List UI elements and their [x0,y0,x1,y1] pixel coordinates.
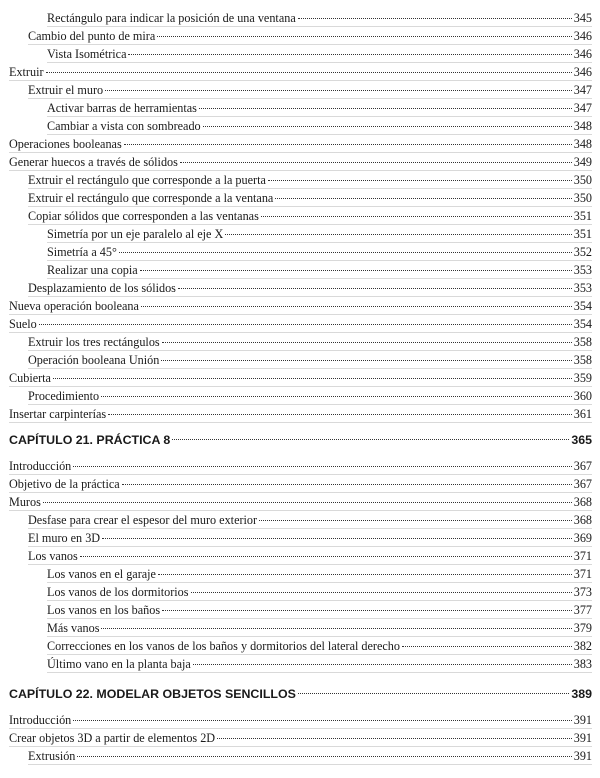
toc-entry-row [28,333,592,351]
toc-entry-row [28,351,592,369]
toc-entry-title: Introducción [9,713,72,727]
toc-entry-page: 348 [573,137,592,151]
toc-entry-page: 368 [573,495,592,509]
toc-entry[interactable] [0,619,600,637]
toc-entry-title: El muro en 3D [28,531,101,545]
toc-entry[interactable] [0,63,600,81]
toc-entry[interactable] [0,117,600,135]
toc-entry-title: CAPÍTULO 21. PRÁCTICA 8 [9,433,171,447]
toc-entry-row [28,81,592,99]
dot-leader [128,54,571,55]
toc-entry[interactable] [0,171,600,189]
toc-entry-page: 391 [573,731,592,745]
toc-entry-title: Simetría por un eje paralelo al eje X [47,227,224,241]
dot-leader [298,18,572,19]
toc-entry-page: 359 [573,371,592,385]
toc-entry-title: Cambiar a vista con sombreado [47,119,201,133]
dot-leader [402,646,572,647]
dot-leader [261,216,572,217]
dot-leader [203,126,572,127]
toc-entry-title: Vista Isométrica [47,47,127,61]
toc-entry-row [9,297,592,315]
toc-entry-page: 354 [573,317,592,331]
toc-entry-title: Realizar una copia [47,263,138,277]
toc-entry[interactable] [0,153,600,171]
toc-entry-row [9,457,592,475]
toc-entry-page: 346 [573,65,592,79]
toc-entry-title: Suelo [9,317,37,331]
dot-leader [124,144,572,145]
toc-entry-row [47,619,592,637]
toc-entry-title: Procedimiento [28,389,100,403]
toc-entry[interactable] [0,9,600,27]
toc-entry-title: Los vanos en el garaje [47,567,156,581]
toc-entry-page: 350 [573,191,592,205]
dot-leader [157,36,571,37]
dot-leader [73,720,571,721]
toc-entry-title: Más vanos [47,621,100,635]
toc-entry-title: Activar barras de herramientas [47,101,197,115]
toc-entry-row [47,117,592,135]
toc-entry-row [47,9,592,27]
toc-entry-title: Los vanos de los dormitorios [47,585,189,599]
toc-entry-title: Nueva operación booleana [9,299,139,313]
toc-entry-row [9,405,592,423]
toc-entry[interactable] [0,351,600,369]
toc-entry[interactable] [0,601,600,619]
toc-entry-title: Extruir los tres rectángulos [28,335,160,349]
dot-leader [158,574,572,575]
toc-entry-row [47,261,592,279]
toc-entry-title: Extruir [9,65,44,79]
dot-leader [259,520,572,521]
toc-entry-title: Objetivo de la práctica [9,477,120,491]
dot-leader [162,342,572,343]
toc-entry-title: Introducción [9,459,72,473]
toc-entry-title: Último vano en la planta baja [47,657,191,671]
dot-leader [53,378,572,379]
toc-entry-page: 360 [573,389,592,403]
dot-leader [140,270,572,271]
toc-entry[interactable] [0,81,600,99]
dot-leader [191,592,572,593]
dot-leader [101,628,571,629]
toc-entry[interactable] [0,387,600,405]
toc-entry-page: 371 [573,549,592,563]
toc-entry-row [28,189,592,207]
toc-entry-row [28,279,592,297]
toc-entry-page: 351 [573,209,592,223]
toc-entry-page: 347 [573,101,592,115]
toc-entry-row [47,99,592,117]
toc-entry-row [9,729,592,747]
dot-leader [275,198,571,199]
toc-entry-row [9,429,592,451]
toc-entry-row [9,63,592,81]
toc-entry-page: 377 [573,603,592,617]
toc-entry-page: 346 [573,29,592,43]
toc-entry-title: Rectángulo para indicar la posición de una ventana [47,11,296,25]
toc-entry[interactable] [0,297,600,315]
toc-entry-page: 391 [573,713,592,727]
toc-entry-title: Desplazamiento de los sólidos [28,281,176,295]
toc-entry-page: 369 [573,531,592,545]
toc-entry-row [28,529,592,547]
toc-entry-page: 367 [573,477,592,491]
toc-entry-title: Operación booleana Unión [28,353,160,367]
toc-entry[interactable] [0,405,600,423]
dot-leader [141,306,572,307]
toc-entry[interactable] [0,243,600,261]
toc-entry-row [9,493,592,511]
dot-leader [108,414,572,415]
toc-entry[interactable] [0,45,600,63]
toc-entry-row [28,207,592,225]
toc-entry[interactable] [0,135,600,153]
toc-entry-title: Extrusión [28,749,76,763]
dot-leader [122,484,572,485]
toc-entry[interactable] [0,547,600,565]
toc-entry-page: 349 [573,155,592,169]
toc-entry-page: 365 [571,433,592,447]
toc-entry-title: Crear objetos 3D a partir de elementos 2D [9,731,216,745]
toc-entry-page: 350 [573,173,592,187]
chapter-heading[interactable] [0,429,600,451]
toc-entry-page: 373 [573,585,592,599]
toc-entry-row [9,315,592,333]
dot-leader [172,439,569,440]
toc-entry-row [28,547,592,565]
toc-entry[interactable] [0,333,600,351]
toc-entry-title: Extruir el rectángulo que corresponde a la ventana [28,191,274,205]
toc-entry-row [28,27,592,45]
toc-entry-title: Los vanos [28,549,78,563]
toc-entry-row [47,565,592,583]
toc-entry[interactable] [0,261,600,279]
toc-entry[interactable] [0,493,600,511]
dot-leader [101,396,572,397]
toc-entry-row [47,583,592,601]
dot-leader [180,162,572,163]
toc-entry-page: 353 [573,281,592,295]
toc-entry[interactable] [0,207,600,225]
toc-entry[interactable] [0,99,600,117]
dot-leader [199,108,572,109]
toc-entry[interactable] [0,583,600,601]
toc-entry-row [47,225,592,243]
toc-entry[interactable] [0,189,600,207]
toc-entry-page: 367 [573,459,592,473]
toc-entry[interactable] [0,565,600,583]
toc-entry[interactable] [0,369,600,387]
toc-entry-page: 352 [573,245,592,259]
toc-entry-row [47,655,592,673]
dot-leader [268,180,572,181]
toc-entry-row [47,45,592,63]
toc-entry-row [28,171,592,189]
toc-entry-row [9,369,592,387]
toc-entry-row [28,511,592,529]
toc-entry-row [47,243,592,261]
toc-entry-row [28,387,592,405]
dot-leader [217,738,572,739]
toc-entry-title: Copiar sólidos que corresponden a las ventanas [28,209,259,223]
toc-entry-page: 348 [573,119,592,133]
toc-entry-page: 354 [573,299,592,313]
toc-entry-page: 347 [573,83,592,97]
dot-leader [298,693,569,694]
toc-entry[interactable] [0,225,600,243]
toc-entry-title: Generar huecos a través de sólidos [9,155,178,169]
toc-entry[interactable] [0,315,600,333]
dot-leader [162,610,572,611]
toc-entry[interactable] [0,637,600,655]
dot-leader [225,234,571,235]
toc-entry-page: 391 [573,749,592,763]
toc-entry[interactable] [0,511,600,529]
dot-leader [73,466,571,467]
toc-entry[interactable] [0,475,600,493]
toc-entry-row [9,135,592,153]
toc-entry-title: Muros [9,495,41,509]
dot-leader [39,324,572,325]
toc-entry-page: 346 [573,47,592,61]
toc-entry[interactable] [0,279,600,297]
toc-entry[interactable] [0,655,600,673]
toc-entry-page: 361 [573,407,592,421]
toc-entry-page: 358 [573,353,592,367]
toc-entry-row [9,683,592,705]
toc-entry[interactable] [0,27,600,45]
dot-leader [77,756,571,757]
toc-entry[interactable] [0,747,600,765]
dot-leader [119,252,572,253]
chapter-heading[interactable] [0,683,600,705]
toc-entry-row [28,747,592,765]
toc-entry-page: 345 [573,11,592,25]
toc-entry-page: 353 [573,263,592,277]
toc-entry-title: Insertar carpinterías [9,407,107,421]
dot-leader [46,72,572,73]
toc-entry-title: Cambio del punto de mira [28,29,156,43]
toc-entry-page: 379 [573,621,592,635]
toc-entry-title: Extruir el muro [28,83,104,97]
dot-leader [102,538,572,539]
toc-entry-row [9,153,592,171]
toc-entry-title: Desfase para crear el espesor del muro exterior [28,513,258,527]
toc-entry-title: CAPÍTULO 22. MODELAR OBJETOS SENCILLOS [9,687,296,701]
toc-entry-title: Extruir el rectángulo que corresponde a la puerta [28,173,266,187]
toc-entry-title: Correcciones en los vanos de los baños y dormitorios del lateral derecho [47,639,400,653]
dot-leader [178,288,572,289]
toc-entry-title: Cubierta [9,371,51,385]
toc-entry-row [47,601,592,619]
dot-leader [80,556,572,557]
dot-leader [161,360,571,361]
toc-entry-page: 358 [573,335,592,349]
toc-entry-row [47,637,592,655]
dot-leader [193,664,572,665]
toc-entry-title: Los vanos en los baños [47,603,161,617]
toc-entry[interactable] [0,529,600,547]
toc-entry[interactable] [0,729,600,747]
toc-entry-page: 368 [573,513,592,527]
toc-entry-page: 389 [571,687,592,701]
dot-leader [105,90,572,91]
toc-entry-page: 371 [573,567,592,581]
toc-entry-row [9,475,592,493]
toc-entry-page: 351 [573,227,592,241]
toc-entry-title: Operaciones booleanas [9,137,122,151]
toc-entry-title: Simetría a 45° [47,245,117,259]
toc-entry[interactable] [0,711,600,729]
toc-entry-row [9,711,592,729]
dot-leader [43,502,572,503]
toc-entry-page: 383 [573,657,592,671]
toc-entry[interactable] [0,457,600,475]
toc-entry-page: 382 [573,639,592,653]
